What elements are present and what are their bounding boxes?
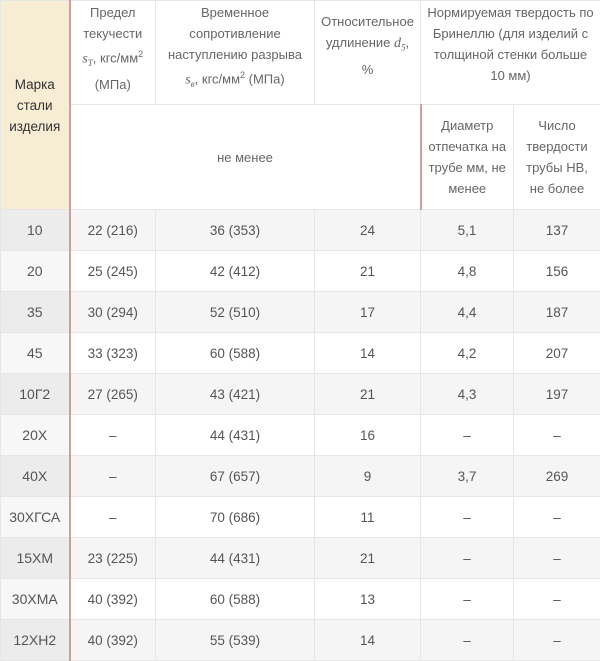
- cell-elongation: 14: [315, 620, 421, 661]
- header-yield-line1: Предел: [90, 5, 136, 20]
- cell-elongation: 21: [315, 251, 421, 292]
- header-yield-mpa: (МПа): [95, 77, 131, 92]
- header-elong-line2: удлинение: [326, 35, 394, 50]
- subheader-imprint-diameter: [421, 105, 514, 210]
- table-row: [1, 292, 600, 333]
- cell-steel-grade: 20: [1, 251, 70, 292]
- table-row: [1, 415, 600, 456]
- cell-yield-strength: 25 (245): [70, 251, 156, 292]
- header-brinell-label: Нормируемая твердость по Бринеллю (для изделий с толщиной стенки больше 10 мм): [427, 5, 593, 83]
- header-tensile-subscript: в: [191, 79, 195, 89]
- cell-yield-strength: –: [70, 497, 156, 538]
- header-tensile-symbol: s: [185, 72, 190, 87]
- header-yield-unit: , кгс/мм: [93, 50, 138, 65]
- header-tensile-unit: , кгс/мм: [195, 71, 240, 86]
- cell-yield-strength: 40 (392): [70, 579, 156, 620]
- table-row: [1, 497, 600, 538]
- cell-hb-number: –: [514, 579, 600, 620]
- cell-imprint-diameter: –: [421, 620, 514, 661]
- cell-imprint-diameter: –: [421, 415, 514, 456]
- cell-yield-strength: 22 (216): [70, 210, 156, 251]
- cell-tensile-strength: 67 (657): [156, 456, 315, 497]
- cell-elongation: 17: [315, 292, 421, 333]
- cell-yield-strength: 27 (265): [70, 374, 156, 415]
- header-row: [1, 1, 600, 105]
- cell-tensile-strength: 70 (686): [156, 497, 315, 538]
- header-yield-line2: текучести: [83, 26, 142, 41]
- header-tensile-line2: сопротивление: [189, 26, 280, 41]
- cell-hb-number: 197: [514, 374, 600, 415]
- table-row: [1, 579, 600, 620]
- table-row: [1, 456, 600, 497]
- cell-hb-number: 207: [514, 333, 600, 374]
- header-elong-line1: Относительное: [321, 14, 414, 29]
- cell-elongation: 16: [315, 415, 421, 456]
- cell-elongation: 14: [315, 333, 421, 374]
- subheader-imprint-diameter-label: Диаметр отпечатка на трубе мм, не менее: [428, 118, 506, 196]
- cell-hb-number: –: [514, 620, 600, 661]
- cell-elongation: 11: [315, 497, 421, 538]
- table-row: [1, 333, 600, 374]
- subheader-hb-number-label: Число твердости трубы НВ, не более: [526, 118, 588, 196]
- cell-yield-strength: 33 (323): [70, 333, 156, 374]
- cell-imprint-diameter: –: [421, 538, 514, 579]
- cell-tensile-strength: 44 (431): [156, 538, 315, 579]
- header-steel-grade-label: Марка стали изделия: [9, 77, 60, 134]
- cell-tensile-strength: 43 (421): [156, 374, 315, 415]
- cell-yield-strength: –: [70, 456, 156, 497]
- header-yield-symbol: s: [82, 51, 87, 66]
- cell-steel-grade: 12ХН2: [1, 620, 70, 661]
- cell-yield-strength: 23 (225): [70, 538, 156, 579]
- header-yield-superscript: 2: [138, 49, 143, 59]
- cell-elongation: 24: [315, 210, 421, 251]
- cell-steel-grade: 45: [1, 333, 70, 374]
- header-tensile-mpa: (МПа): [245, 71, 285, 86]
- cell-steel-grade: 10Г2: [1, 374, 70, 415]
- cell-elongation: 21: [315, 538, 421, 579]
- cell-steel-grade: 35: [1, 292, 70, 333]
- header-tensile-line1: Временное: [201, 5, 269, 20]
- cell-tensile-strength: 42 (412): [156, 251, 315, 292]
- table-row: [1, 210, 600, 251]
- header-elong-symbol: d: [394, 36, 401, 51]
- header-elong-comma: ,: [406, 35, 410, 50]
- cell-hb-number: 187: [514, 292, 600, 333]
- cell-imprint-diameter: 4,8: [421, 251, 514, 292]
- cell-hb-number: 269: [514, 456, 600, 497]
- cell-tensile-strength: 44 (431): [156, 415, 315, 456]
- header-brinell-hardness: [421, 1, 600, 105]
- table-row: [1, 374, 600, 415]
- table-row: [1, 538, 600, 579]
- cell-steel-grade: 30ХМА: [1, 579, 70, 620]
- header-yield-subscript: T: [88, 58, 93, 68]
- cell-hb-number: –: [514, 497, 600, 538]
- cell-tensile-strength: 36 (353): [156, 210, 315, 251]
- cell-imprint-diameter: –: [421, 497, 514, 538]
- cell-tensile-strength: 52 (510): [156, 292, 315, 333]
- cell-yield-strength: 40 (392): [70, 620, 156, 661]
- cell-imprint-diameter: 4,2: [421, 333, 514, 374]
- cell-hb-number: 137: [514, 210, 600, 251]
- cell-steel-grade: 20Х: [1, 415, 70, 456]
- cell-elongation: 21: [315, 374, 421, 415]
- cell-imprint-diameter: 5,1: [421, 210, 514, 251]
- cell-imprint-diameter: –: [421, 579, 514, 620]
- header-elong-percent: %: [362, 62, 374, 77]
- cell-imprint-diameter: 4,3: [421, 374, 514, 415]
- header-elong-subscript: 5: [401, 43, 406, 53]
- cell-elongation: 9: [315, 456, 421, 497]
- cell-hb-number: –: [514, 415, 600, 456]
- header-tensile-superscript: 2: [240, 70, 245, 80]
- subheader-not-less-label: не менее: [217, 150, 273, 165]
- cell-yield-strength: 30 (294): [70, 292, 156, 333]
- cell-steel-grade: 40Х: [1, 456, 70, 497]
- header-steel-grade: [1, 1, 70, 210]
- table-row: [1, 251, 600, 292]
- subheader-row: [1, 105, 600, 210]
- header-tensile-line3: наступлению разрыва: [168, 47, 302, 62]
- cell-steel-grade: 30ХГСА: [1, 497, 70, 538]
- cell-steel-grade: 10: [1, 210, 70, 251]
- cell-imprint-diameter: 3,7: [421, 456, 514, 497]
- cell-yield-strength: –: [70, 415, 156, 456]
- header-tensile-strength: [156, 1, 315, 105]
- table-row: [1, 620, 600, 661]
- header-elongation: [315, 1, 421, 105]
- cell-elongation: 13: [315, 579, 421, 620]
- header-yield-strength: [70, 1, 156, 105]
- cell-tensile-strength: 55 (539): [156, 620, 315, 661]
- cell-steel-grade: 15ХМ: [1, 538, 70, 579]
- cell-hb-number: –: [514, 538, 600, 579]
- cell-tensile-strength: 60 (588): [156, 333, 315, 374]
- cell-tensile-strength: 60 (588): [156, 579, 315, 620]
- subheader-not-less: [70, 105, 421, 210]
- cell-imprint-diameter: 4,4: [421, 292, 514, 333]
- subheader-hb-number: [514, 105, 600, 210]
- cell-hb-number: 156: [514, 251, 600, 292]
